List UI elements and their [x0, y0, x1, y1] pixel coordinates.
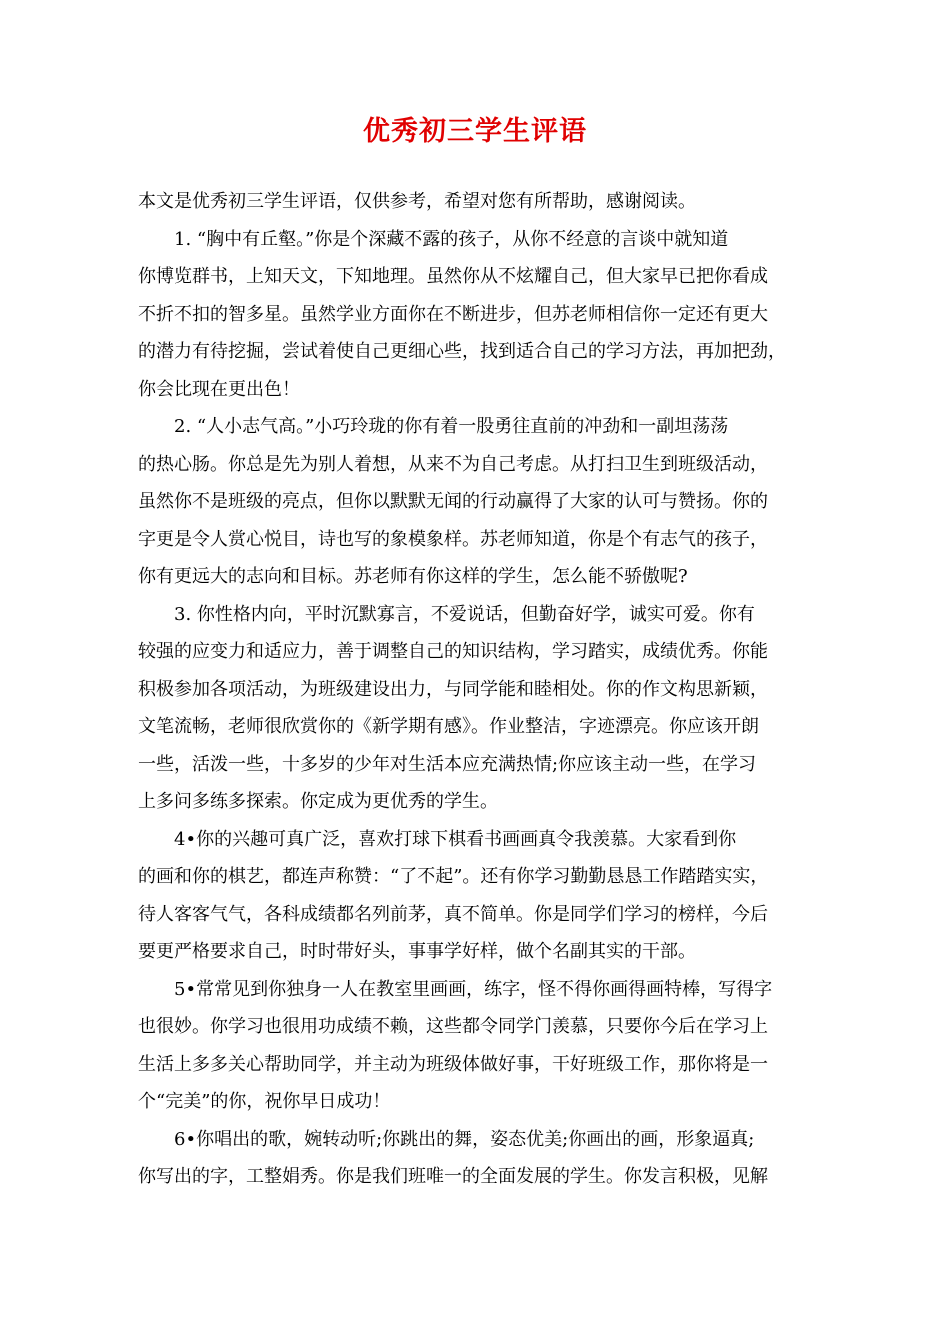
comment-4-line-1: 4•你的兴趣可真广泛，喜欢打球下棋看书画画真令我羡慕。大家看到你 — [174, 828, 737, 850]
comment-2-line-2: 的热心肠。你总是先为别人着想，从来不为自己考虑。从打扫卫生到班级活动， — [138, 453, 768, 475]
comment-3-line-5: 一些，活泼一些，十多岁的少年对生活本应充满热情;你应该主动一些，在学习 — [138, 753, 757, 775]
comment-5-line-1: 5•常常见到你独身一人在教室里画画，练字，怪不得你画得画特棒，写得字 — [174, 978, 773, 1000]
comment-3-line-2: 较强的应变力和适应力，善于调整自己的知识结构，学习踏实，成绩优秀。你能 — [138, 641, 768, 662]
document-title: 优秀初三学生评语 — [363, 116, 587, 147]
comment-6-line-1: 6•你唱出的歌，婉转动听;你跳出的舞，姿态优美;你画出的画，形象逼真; — [174, 1128, 755, 1150]
comment-1-line-5: 你会比现在更出色！ — [138, 378, 300, 400]
comment-1-line-1: 1. “胸中有丘壑。”你是个深藏不露的孩子，从你不经意的言谈中就知道 — [174, 228, 729, 250]
comment-2-line-5: 你有更远大的志向和目标。苏老师有你这样的学生，怎么能不骄傲呢? — [138, 566, 688, 587]
comment-1-line-4: 的潜力有待挖掘，尝试着使自己更细心些，找到适合自己的学习方法，再加把劲， — [138, 341, 786, 362]
comment-5-line-2: 也很妙。你学习也很用功成绩不赖，这些都令同学门羡慕，只要你今后在学习上 — [138, 1016, 768, 1037]
comment-2-line-3: 虽然你不是班级的亮点，但你以默默无闻的行动赢得了大家的认可与赞扬。你的 — [138, 491, 768, 512]
comment-1-line-2: 你博览群书，上知天文，下知地理。虽然你从不炫耀自己，但大家早已把你看成 — [138, 266, 768, 287]
comment-6-line-2: 你写出的字，工整娟秀。你是我们班唯一的全面发展的学生。你发言积极，见解 — [138, 1166, 768, 1187]
comment-3-line-1: 3. 你性格内向，平时沉默寡言，不爱说话，但勤奋好学，诚实可爱。你有 — [174, 603, 755, 625]
comment-2-line-4: 字更是令人赏心悦目，诗也写的象模象样。苏老师知道，你是个有志气的孩子， — [138, 528, 768, 550]
comment-4-line-3: 待人客客气气，各科成绩都名列前茅，真不简单。你是同学们学习的榜样，今后 — [138, 903, 768, 925]
comment-1-line-3: 不折不扣的智多星。虽然学业方面你在不断进步，但苏老师相信你一定还有更大 — [138, 303, 768, 325]
comment-5-line-3: 生活上多多关心帮助同学，并主动为班级体做好事，干好班级工作，那你将是一 — [138, 1053, 768, 1075]
comment-2-line-1: 2. “人小志气高。”小巧玲珑的你有着一股勇往直前的冲劲和一副坦荡荡 — [174, 416, 729, 437]
comment-4-line-2: 的画和你的棋艺，都连声称赞：“了不起”。还有你学习勤勤恳恳工作踏踏实实， — [138, 866, 769, 887]
document-body — [138, 183, 814, 1196]
comment-3-line-4: 文笔流畅，老师很欣赏你的《新学期有感》。作业整洁，字迹漂亮。你应该开朗 — [138, 716, 759, 737]
comment-3-line-3: 积极参加各项活动，为班级建设出力，与同学能和睦相处。你的作文构思新颖， — [138, 678, 768, 700]
comment-3-line-6: 上多问多练多探索。你定成为更优秀的学生。 — [138, 791, 498, 812]
intro-line: 本文是优秀初三学生评语，仅供参考，希望对您有所帮助，感谢阅读。 — [138, 191, 696, 212]
comment-4-line-4: 要更严格要求自己，时时带好头，事事学好样，做个名副其实的干部。 — [138, 941, 696, 962]
comment-5-line-4: 个“完美”的你，祝你早日成功！ — [138, 1091, 391, 1112]
